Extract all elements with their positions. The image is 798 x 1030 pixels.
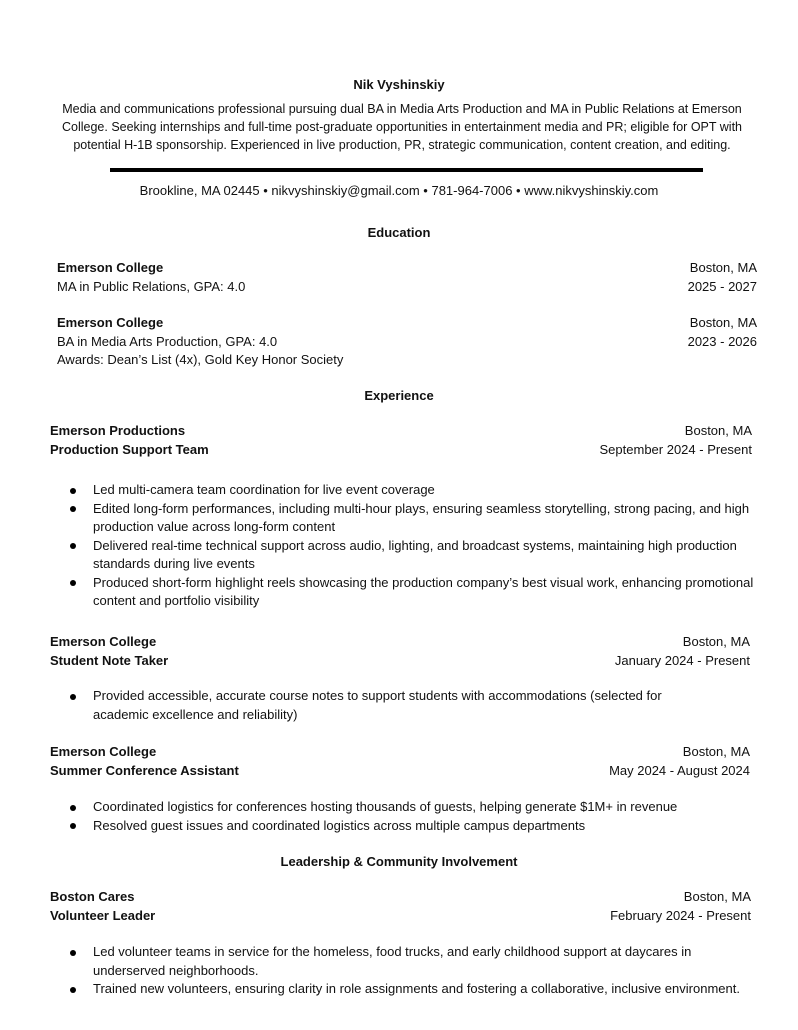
- contact-line: Brookline, MA 02445 • nikvyshinskiy@gmail.com • 781-964-7006 • www.nikvyshinskiy.com: [139, 183, 659, 198]
- bullet-list: [50, 687, 690, 724]
- job-location: Boston, MA: [682, 634, 750, 649]
- job-dates: February 2024 - Present: [610, 907, 751, 923]
- experience-entry: [50, 743, 750, 780]
- section-title-leadership: Leadership & Community Involvement: [280, 854, 518, 869]
- bullet-item: Provided accessible, accurate course notes to support students with accommodations (selected for academic excellence and reliability): [50, 687, 690, 724]
- job-dates: January 2024 - Present: [614, 652, 750, 668]
- bullet-list: [50, 798, 760, 835]
- job-location: Boston, MA: [682, 744, 750, 759]
- header-divider: [110, 168, 703, 172]
- section-title-education: Education: [367, 225, 431, 240]
- candidate-name: Nik Vyshinskiy: [353, 77, 445, 92]
- school-name: Emerson College: [57, 260, 164, 275]
- bullet-item: Coordinated logistics for conferences hosting thousands of guests, helping generate $1M+ in revenue: [50, 798, 760, 817]
- bullet-item: Trained new volunteers, ensuring clarity in role assignments and fostering a collaborative, inclusive environment.: [50, 980, 762, 999]
- education-entry: [57, 259, 757, 296]
- job-role: Summer Conference Assistant: [50, 762, 239, 778]
- organization-name: Emerson Productions: [50, 423, 186, 438]
- job-dates: September 2024 - Present: [599, 441, 752, 457]
- experience-entry: [50, 633, 750, 670]
- job-location: Boston, MA: [684, 423, 752, 438]
- degree-dates: 2023 - 2026: [687, 333, 757, 349]
- job-role: Production Support Team: [50, 441, 209, 457]
- section-title-experience: Experience: [364, 388, 434, 403]
- bullet-item: Led multi-camera team coordination for live event coverage: [50, 481, 760, 500]
- education-entry: [57, 314, 757, 370]
- bullet-item: Delivered real-time technical support across audio, lighting, and broadcast systems, maintaining high production standards during live events: [50, 537, 760, 574]
- bullet-list: [50, 481, 760, 611]
- bullet-item: Led volunteer teams in service for the homeless, food trucks, and early childhood support at daycares in underserved neighborhoods.: [50, 943, 762, 980]
- organization-name: Emerson College: [50, 634, 157, 649]
- degree: BA in Media Arts Production, GPA: 4.0: [57, 333, 278, 349]
- organization-name: Boston Cares: [50, 889, 135, 904]
- profile-summary: Media and communications professional pursuing dual BA in Media Arts Production and MA in Public Relations at Emerson College. Seeking internships and full-time post-graduate opportunities in entertainment media and PR; eligible for OPT with potential H-1B sponsorship. Experienced in live production, PR, strategic communication, content creation, and editing.: [61, 102, 742, 153]
- organization-name: Emerson College: [50, 744, 157, 759]
- leadership-entry: [50, 888, 751, 925]
- job-role: Volunteer Leader: [50, 907, 156, 923]
- experience-entry: [50, 422, 752, 459]
- job-location: Boston, MA: [683, 889, 751, 904]
- school-name: Emerson College: [57, 315, 164, 330]
- bullet-item: Resolved guest issues and coordinated logistics across multiple campus departments: [50, 817, 760, 836]
- bullet-item: Edited long-form performances, including multi-hour plays, ensuring seamless storytelling, strong pacing, and high production value across long-form content: [50, 500, 760, 537]
- degree-dates: 2025 - 2027: [687, 278, 757, 294]
- bullet-list: [50, 943, 762, 999]
- bullet-item: Produced short-form highlight reels showcasing the production company’s best visual work, enhancing promotional content and portfolio visibility: [50, 574, 760, 611]
- awards: Awards: Dean’s List (4x), Gold Key Honor Society: [57, 352, 344, 367]
- job-dates: May 2024 - August 2024: [609, 762, 750, 778]
- school-location: Boston, MA: [689, 260, 757, 275]
- degree: MA in Public Relations, GPA: 4.0: [57, 278, 246, 294]
- school-location: Boston, MA: [689, 315, 757, 330]
- job-role: Student Note Taker: [50, 652, 169, 668]
